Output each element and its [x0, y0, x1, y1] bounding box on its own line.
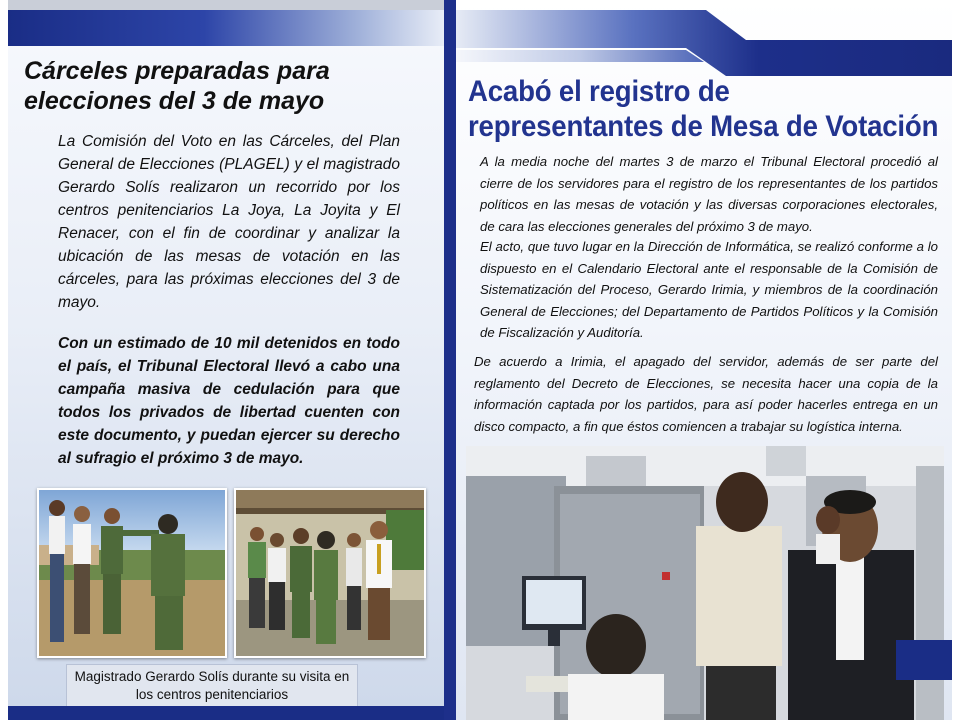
top-blue-band — [8, 10, 444, 46]
right-paragraph-3: De acuerdo a Irimia, el apagado del servidor, además de ser parte del reglamento del Decreto de Elecciones, se necesita hacer una copia de la información captada por los partidos, para así poder hacerles entrega en un disco compacto, a fin que éstos comiencen a trabajar su logística interna. — [474, 354, 938, 434]
photo-caption: Magistrado Gerardo Solís durante su visita en los centros penitenciarios — [74, 669, 350, 702]
right-paragraph-2: El acto, que tuvo lugar en la Dirección de Informática, se realizó conforme a lo dispuesto en el Calendario Electoral ante el responsable de la Comisión de Sistematización del Proceso, Gerardo Irimia, y miembros de la coordinación General de Elecciones; del Departamento de Partidos Políticos y la Comisión de Fiscalización y Auditoría. — [480, 239, 938, 340]
left-paragraph-2: Con un estimado de 10 mil detenidos en todo el país, el Tribunal Electoral llevó a cabo una campaña masiva de cedulación para que todos los privados de libertad cuenten con este documento, y puedan ejercer su derecho al sufragio el próximo 3 de mayo. — [58, 335, 400, 467]
bottom-right-blue-block — [896, 640, 952, 680]
right-page — [456, 0, 960, 720]
right-article-title — [468, 74, 939, 144]
left-page — [0, 0, 444, 720]
right-paragraph-1: A la media noche del martes 3 de marzo el Tribunal Electoral procedió al cierre de los servidores para el registro de los representantes de los partidos políticos en las mesas de votación y las diversas corporaciones electorales, de cara las elecciones generales del próximo 3 de mayo. — [480, 154, 938, 234]
top-gray-band — [8, 0, 444, 10]
visit-photo-1 — [37, 488, 227, 658]
photo-caption-box — [66, 664, 358, 708]
title-line-2: representantes de Mesa de Votación — [468, 110, 939, 143]
left-page-margin — [0, 0, 8, 720]
bottom-blue-band — [8, 706, 444, 720]
server-room-photo — [466, 446, 944, 720]
page-spine — [444, 0, 456, 720]
left-paragraph-1: La Comisión del Voto en las Cárceles, del Plan General de Elecciones (PLAGEL) y el magistrado Gerardo Solís realizaron un recorrido por los centros penitenciarios La Joya, La Joyita y El Renacer, con el fin de coordinar y analizar la ubicación de las mesas de votación en las cárceles, para las próximas elecciones del 3 de mayo. — [58, 133, 400, 311]
left-article-title: Cárceles preparadas para elecciones del 3 de mayo — [24, 57, 330, 115]
right-page-margin — [952, 0, 960, 720]
title-line-1: Acabó el registro de — [468, 75, 730, 108]
visit-photo-2 — [234, 488, 426, 658]
